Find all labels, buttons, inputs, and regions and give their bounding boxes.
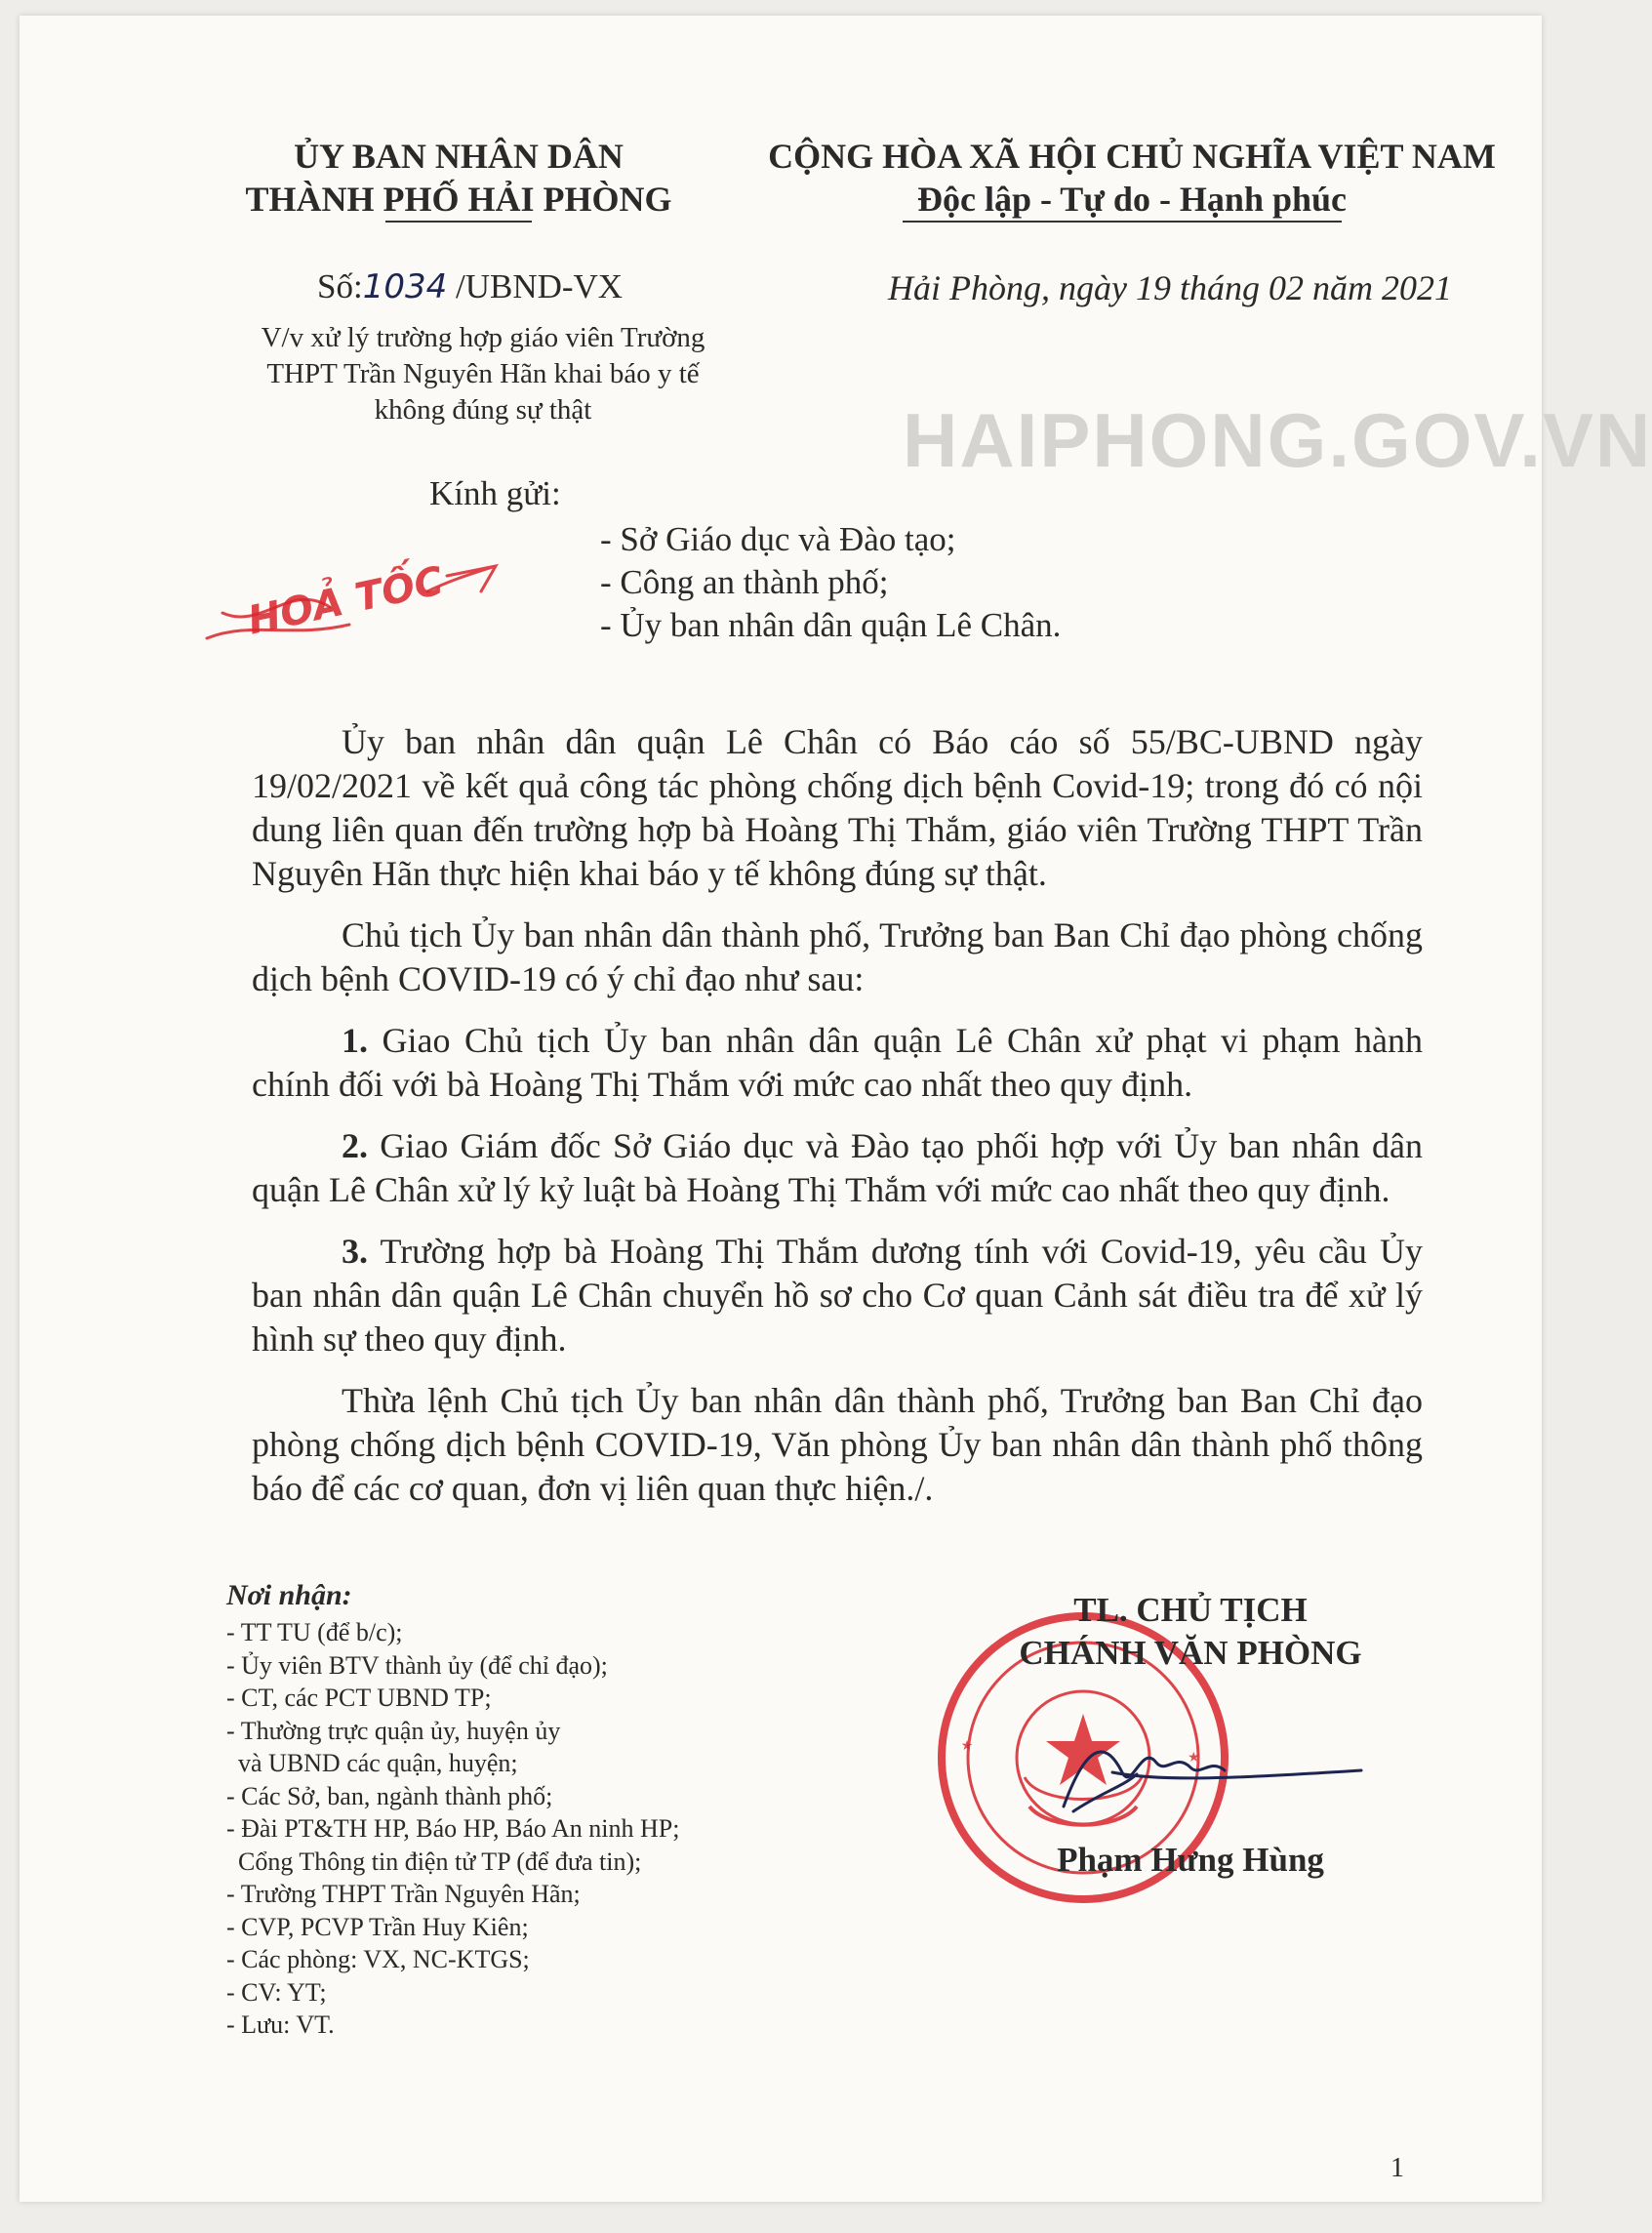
receiver-item: và UBND các quận, huyện;	[238, 1749, 518, 1777]
document-page	[20, 16, 1652, 2202]
number-handwritten: 1034	[362, 267, 448, 306]
directive-item	[252, 1124, 1423, 1212]
signature-title	[995, 1589, 1386, 1675]
directive-text: Giao Chủ tịch Ủy ban nhân dân quận Lê Chân xử phạt vi phạm hành chính đối với bà Hoàng Thị Thắm với mức cao nhất theo quy định.	[252, 1021, 1424, 1104]
directive-item	[252, 1230, 1423, 1361]
subject-line: THPT Trần Nguyên Hãn khai báo y tế	[266, 358, 700, 389]
directive-text: Giao Giám đốc Sở Giáo dục và Đào tạo phối hợp với Ủy ban nhân dân quận Lê Chân xử lý kỷ luật bà Hoàng Thị Thắm với mức cao nhất theo quy định.	[252, 1126, 1424, 1209]
recipient-item: - Ủy ban nhân dân quận Lê Chân.	[600, 606, 1062, 644]
document-subject	[220, 320, 746, 428]
directive-number: 2.	[342, 1126, 368, 1165]
svg-text:★: ★	[957, 1737, 978, 1755]
body-paragraph: Ủy ban nhân dân quận Lê Chân có Báo cáo số 55/BC-UBND ngày 19/02/2021 về kết quả công tác phòng chống dịch bệnh Covid-19; trong đó có nội dung liên quan đến trường hợp bà Hoàng Thị Thắm, giáo viên Trường THPT Trần Nguyên Hãn thực hiện khai báo y tế không đúng sự thật.	[252, 722, 1423, 893]
receiver-item: - TT TU (để b/c);	[226, 1618, 403, 1646]
body-paragraph: Chủ tịch Ủy ban nhân dân thành phố, Trưởng ban Ban Chỉ đạo phòng chống dịch bệnh COVID-19 có ý chỉ đạo như sau:	[252, 915, 1423, 998]
signature-title-line-2: CHÁNH VĂN PHÒNG	[1019, 1634, 1362, 1672]
receiver-item: - Lưu: VT.	[226, 2010, 335, 2039]
document-body	[252, 720, 1423, 1528]
receiver-item: - CVP, PCVP Trần Huy Kiên;	[226, 1912, 529, 1941]
receiver-item: Cổng Thông tin điện tử TP (để đưa tin);	[238, 1847, 642, 1876]
receiver-item: - Đài PT&TH HP, Báo HP, Báo An ninh HP;	[226, 1814, 680, 1843]
svg-text:★: ★	[1184, 1748, 1203, 1766]
number-suffix: /UBND-VX	[455, 267, 624, 305]
number-prefix: Số:	[317, 267, 363, 305]
receiver-item: - Thường trực quận ủy, huyện ủy	[226, 1716, 561, 1745]
receivers-list	[226, 1616, 679, 2042]
document-date: Hải Phòng, ngày 19 tháng 02 năm 2021	[888, 268, 1452, 307]
subject-line: V/v xử lý trường hợp giáo viên Trường	[261, 322, 705, 353]
urgent-stamp-text: HOẢ TỐC	[244, 558, 448, 644]
signature-title-line-1: TL. CHỦ TỊCH	[1073, 1591, 1308, 1629]
nation-underline	[903, 221, 1342, 223]
subject-line: không đúng sự thật	[374, 394, 592, 426]
directive-number: 1.	[342, 1021, 368, 1060]
recipient-item: - Sở Giáo dục và Đào tạo;	[600, 520, 956, 558]
handwritten-signature	[1044, 1714, 1366, 1821]
receiver-item: - CT, các PCT UBND TP;	[226, 1684, 492, 1712]
recipient-item: - Công an thành phố;	[600, 563, 889, 601]
urgent-stamp	[203, 523, 515, 660]
signer-name: Phạm Hưng Hùng	[1057, 1841, 1324, 1879]
document-number	[317, 267, 623, 306]
receiver-item: - Trường THPT Trần Nguyên Hãn;	[226, 1880, 581, 1908]
receiver-item: - Ủy viên BTV thành ủy (để chỉ đạo);	[226, 1650, 608, 1680]
agency-line-1: ỦY BAN NHÂN DÂN	[294, 137, 624, 176]
greeting: Kính gửi:	[429, 474, 561, 512]
recipient-list	[600, 518, 1061, 647]
page-number: 1	[1390, 2153, 1404, 2183]
directive-number: 3.	[342, 1232, 368, 1271]
directive-text: Trường hợp bà Hoàng Thị Thắm dương tính với Covid-19, yêu cầu Ủy ban nhân dân quận Lê Chân chuyển hồ sơ cho Cơ quan Cảnh sát điều tra để xử lý hình sự theo quy định.	[252, 1232, 1423, 1359]
agency-underline	[385, 221, 532, 223]
receivers-label: Nơi nhận:	[226, 1579, 352, 1611]
national-header	[761, 135, 1503, 221]
closing-paragraph: Thừa lệnh Chủ tịch Ủy ban nhân dân thành phố, Trưởng ban Ban Chỉ đạo phòng chống dịch bệnh COVID-19, Văn phòng Ủy ban nhân dân thành phố thông báo để các cơ quan, đơn vị liên quan thực hiện./.	[252, 1381, 1423, 1508]
receiver-item: - Các phòng: VX, NC-KTGS;	[226, 1945, 530, 1973]
directive-item	[252, 1019, 1423, 1107]
receiver-item: - Các Sở, ban, ngành thành phố;	[226, 1781, 553, 1810]
receiver-item: - CV: YT;	[226, 1977, 327, 2007]
nation-line-2: Độc lập - Tự do - Hạnh phúc	[916, 180, 1348, 219]
nation-line-1: CỘNG HÒA XÃ HỘI CHỦ NGHĨA VIỆT NAM	[768, 137, 1496, 176]
watermark: HAIPHONG.GOV.VN	[903, 397, 1652, 483]
agency-line-2: THÀNH PHỐ HẢI PHÒNG	[245, 180, 672, 219]
issuing-agency	[215, 135, 703, 221]
